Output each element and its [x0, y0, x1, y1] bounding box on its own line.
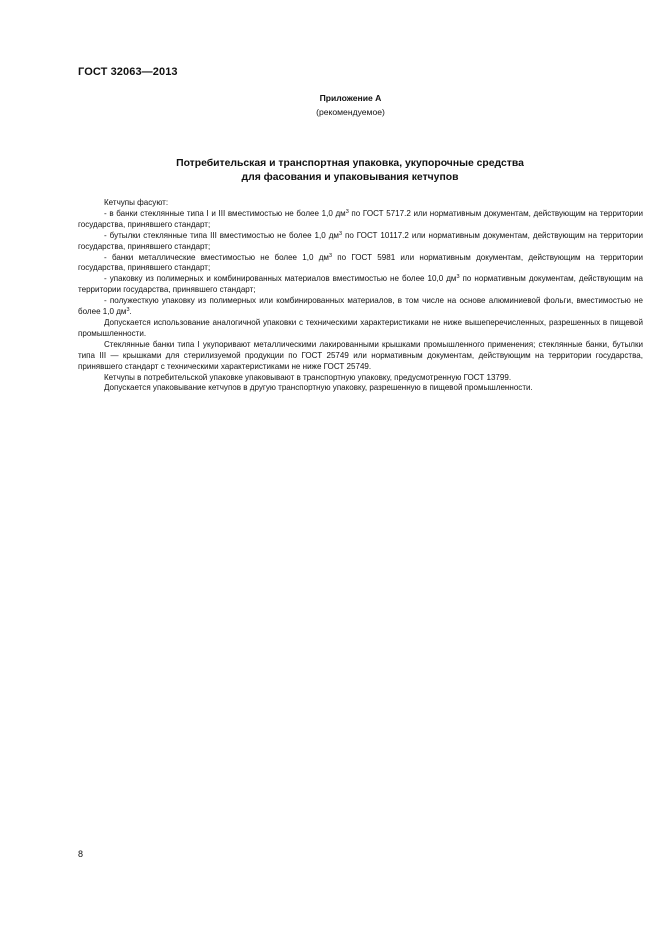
list-item: - бутылки стеклянные типа III вместимостью не более 1,0 $дм^3$ по ГОСТ 10117.2 или нормативным документам, действующим на территории государства, принявшего стандарт; — [78, 230, 643, 251]
other-transport-paragraph: Допускается упаковывание кетчупов в другую транспортную упаковку, разрешенную в пищевой промышленности. — [104, 383, 533, 393]
list-item: - полужесткую упаковку из полимерных или комбинированных материалов, в том числе на основе алюминиевой фольги, вместимостью не более 1,0 $дм^3$. — [78, 296, 643, 317]
document-header: ГОСТ 32063—2013 — [78, 66, 178, 78]
list-item: - банки металлические вместимостью не более 1,0 $дм^3$ по ГОСТ 5981 или нормативным документам, действующим на территории государства, принявшего стандарт; — [78, 252, 644, 273]
analog-packaging-paragraph: Допускается использование аналогичной упаковки с техническими характеристиками не ниже вышеперечисленных, разрешенных в пищевой промышленности. — [78, 317, 643, 338]
section-title — [110, 157, 590, 184]
appendix-status: (рекомендуемое) — [316, 107, 385, 117]
appendix-label: Приложение А — [319, 93, 382, 103]
section-title-line-2: для фасования и упаковывания кетчупов — [241, 171, 459, 183]
section-title-line-1: Потребительская и транспортная упаковка, укупорочные средства — [176, 158, 524, 169]
page-number: 8 — [78, 849, 84, 859]
list-item: - упаковку из полимерных и комбинированных материалов вместимостью не более 10,0 $дм^3$ по нормативным документам, действующим на территории государства, принявшего стандарт; — [78, 274, 644, 295]
closures-paragraph: Стеклянные банки типа I укупоривают металлическими лакированными крышками промышленного применения; стеклянные банки, бутылки типа III — крышками для стерилизуемой продукции по ГОСТ 25749 или нормативным документам, действующим на территории государства, принявшего стандарт с техническими характеристиками не ниже ГОСТ 25749. — [78, 339, 643, 371]
intro-paragraph: Кетчупы фасуют: — [104, 198, 169, 207]
list-item: - в банки стеклянные типа I и III вместимостью не более 1,0 $дм^3$ по ГОСТ 5717.2 или нормативным документам, действующим на территории государства, принявшего стандарт; — [78, 208, 643, 229]
body-text — [78, 198, 643, 394]
transport-paragraph: Кетчупы в потребительской упаковке упаковывают в транспортную упаковку, предусмотренную ГОСТ 13799. — [104, 372, 512, 382]
